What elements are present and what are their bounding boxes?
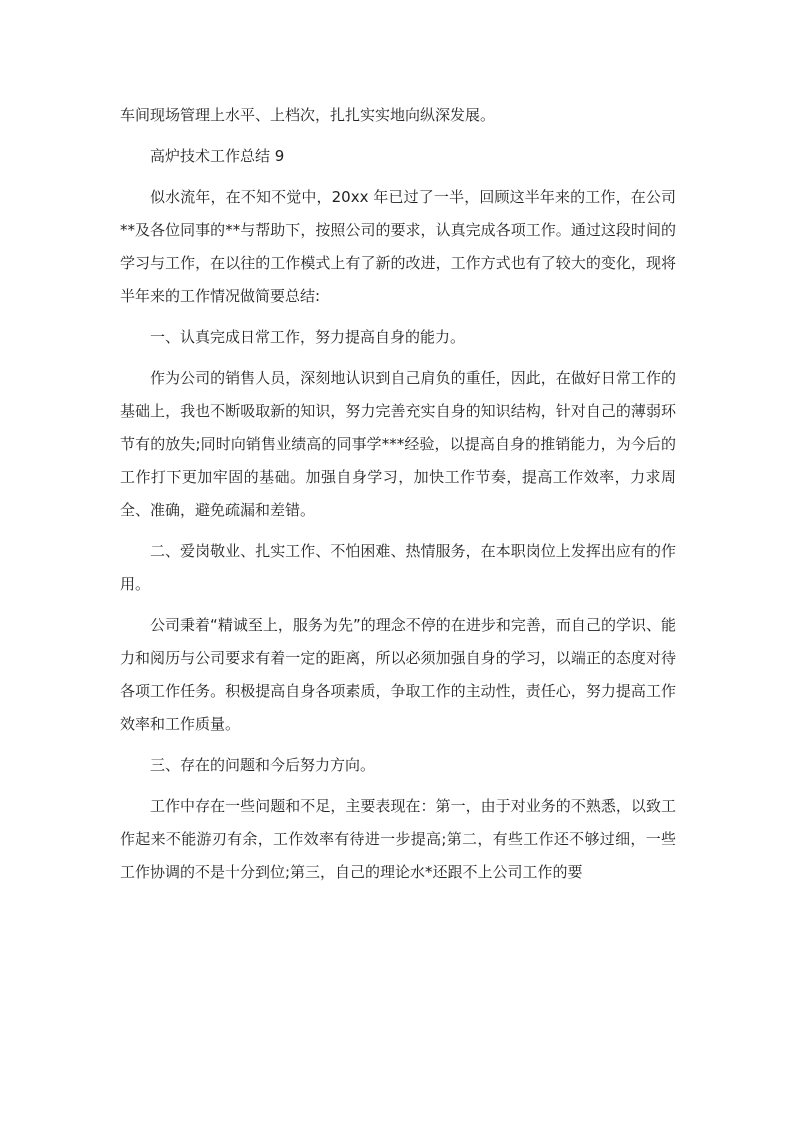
point-three-heading: 三、存在的问题和今后努力方向。 (150, 756, 376, 774)
document-page (120, 99, 676, 897)
section-heading: 高炉技术工作总结 9 (150, 147, 285, 165)
paragraph-point-two: 公司秉着“精诚至上，服务为先”的理念不停的在进步和完善，而自己的学识、能力和阅历与公司要求有着一定的距离，所以必须加强自身的学习，以端正的态度对待各项工作任务。积极提高自身各项素质，争取工作的主动性，责任心，努力提高工作效率和工作质量。 (120, 616, 676, 733)
paragraph-point-one: 作为公司的销售人员，深刻地认识到自己肩负的重任，因此，在做好日常工作的基础上，我也不断吸取新的知识，努力完善充实自身的知识结构，针对自己的薄弱环节有的放失;同时向销售业绩高的同事学***经验，以提高自身的推销能力，为今后的工作打下更加牢固的基础。加强自身学习，加快工作节奏，提高工作效率，力求周全、准确，避免疏漏和差错。 (120, 369, 676, 519)
paragraph-point-three: 工作中存在一些问题和不足，主要表现在：第一，由于对业务的不熟悉，以致工作起来不能游刃有余，工作效率有待进一步提高;第二，有些工作还不够过细，一些工作协调的不是十分到位;第三，自己的理论水*还跟不上公司工作的要 (120, 797, 676, 881)
paragraph-continuation: 车间现场管理上水平、上档次，扎扎实实地向纵深发展。 (120, 106, 496, 124)
point-one-heading: 一、认真完成日常工作，努力提高自身的能力。 (150, 328, 466, 346)
point-two-heading: 二、爱岗敬业、扎实工作、不怕困难、热情服务，在本职岗位上发挥出应有的作用。 (120, 542, 676, 593)
paragraph-intro: 似水流年，在不知不觉中，20xx 年已过了一半，回顾这半年来的工作，在公司**及各位同事的**与帮助下，按照公司的要求，认真完成各项工作。通过这段时间的学习与工作，在以往的工作模式上有了新的改进，工作方式也有了较大的变化，现将半年来的工作情况做简要总结: (120, 188, 676, 305)
